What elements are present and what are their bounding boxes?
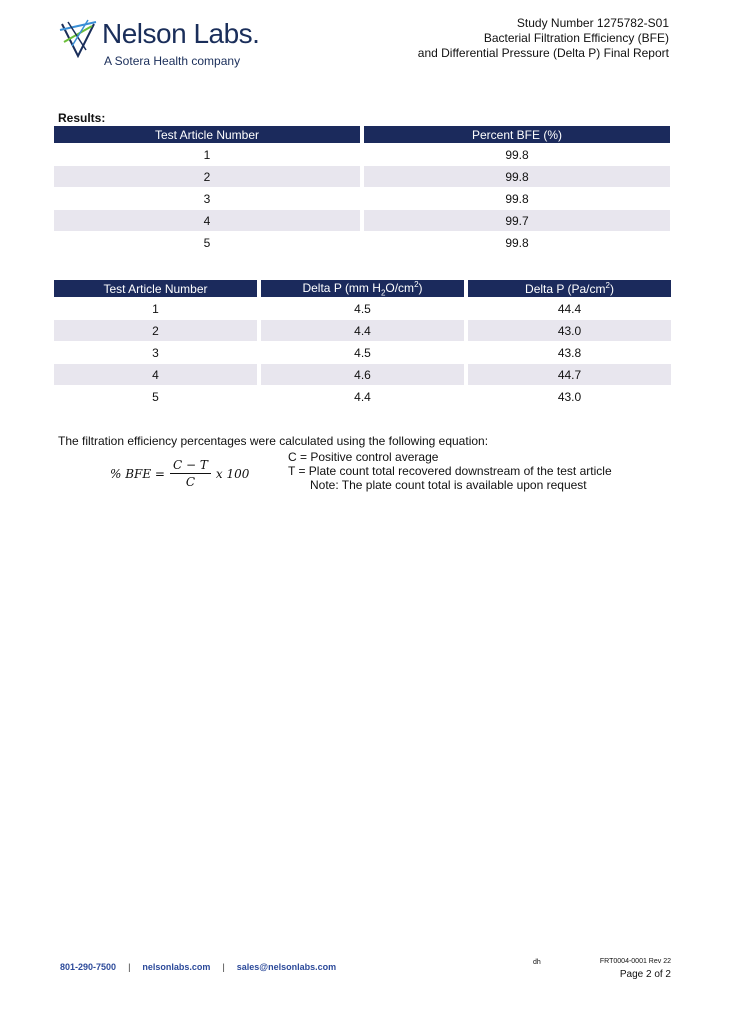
test-article-cell: 3 — [203, 191, 211, 206]
footer-separator: | — [222, 962, 225, 972]
formula-rhs: x 100 — [215, 466, 250, 481]
delta-p-pa-cell: 44.4 — [557, 301, 582, 316]
table-row — [54, 364, 671, 385]
report-title-line-1: Bacterial Filtration Efficiency (BFE) — [483, 31, 669, 45]
table-row — [54, 166, 670, 187]
nelson-labs-logo-icon — [58, 16, 98, 58]
column-header-percent-bfe: Percent BFE (%) — [364, 126, 670, 143]
delta-p-mmh2o-cell: 4.5 — [354, 345, 371, 360]
page-number: Page 2 of 2 — [619, 969, 671, 980]
study-number: Study Number 1275782-S01 — [516, 16, 669, 30]
column-header-test-article: Test Article Number — [54, 280, 257, 297]
equation-intro: The filtration efficiency percentages were calculated using the following equation: — [58, 434, 489, 448]
form-id: FRT0004-0001 Rev 22 — [599, 958, 671, 965]
delta-p-results-table — [50, 279, 675, 408]
footer-initials: dh — [533, 959, 541, 966]
formula-denominator: C — [185, 475, 196, 489]
company-logo — [58, 14, 288, 72]
table-row — [54, 144, 670, 165]
delta-p-pa-cell: 43.8 — [557, 345, 582, 360]
formula-lhs: % BFE = — [110, 466, 165, 481]
test-article-cell: 4 — [54, 210, 360, 231]
test-article-cell: 1 — [152, 301, 159, 316]
table-row — [54, 298, 671, 319]
bfe-results-table — [50, 125, 674, 254]
test-article-cell: 1 — [203, 147, 211, 162]
delta-p-mmh2o-cell: 4.5 — [354, 301, 371, 316]
footer-phone[interactable]: 801-290-7500 — [60, 962, 117, 972]
delta-p-pa-cell: 43.0 — [468, 320, 671, 341]
footer-contact — [60, 962, 336, 972]
delta-p-mmh2o-cell: 4.4 — [354, 389, 371, 404]
footer-separator: | — [128, 962, 131, 972]
test-article-cell: 5 — [152, 389, 159, 404]
test-article-cell: 5 — [203, 235, 211, 250]
logo-tagline: A Sotera Health company — [104, 54, 241, 68]
table-row — [54, 320, 671, 341]
bfe-formula — [110, 458, 249, 489]
test-article-cell: 4 — [54, 364, 257, 385]
delta-p-pa-cell: 43.0 — [557, 389, 582, 404]
test-article-cell: 2 — [54, 166, 360, 187]
formula-numerator: C − T — [170, 458, 211, 474]
formula-fraction — [170, 458, 211, 489]
bfe-value-cell: 99.8 — [364, 166, 670, 187]
bfe-value-cell: 99.8 — [505, 147, 529, 162]
test-article-cell: 2 — [54, 320, 257, 341]
table-row — [54, 386, 671, 407]
definition-c: C = Positive control average — [288, 450, 439, 464]
table-row — [54, 210, 670, 231]
table-row — [54, 188, 670, 209]
footer-email[interactable]: sales@nelsonlabs.com — [236, 962, 337, 972]
report-title-line-2: and Differential Pressure (Delta P) Final Report — [417, 46, 669, 60]
delta-p-pa-cell: 44.7 — [468, 364, 671, 385]
bfe-value-cell: 99.8 — [505, 235, 529, 250]
results-heading: Results: — [58, 111, 106, 125]
table-row — [54, 232, 670, 253]
delta-p-mmh2o-cell: 4.4 — [261, 320, 464, 341]
column-header-test-article: Test Article Number — [54, 126, 360, 143]
formula-definitions — [288, 450, 612, 492]
column-header-delta-p-mmh2o: Delta P (mm $H_2O/cm^2$) — [261, 280, 464, 297]
test-article-cell: 3 — [152, 345, 159, 360]
report-header — [418, 16, 669, 61]
column-header-delta-p-pa: Delta P $(Pa/cm^2)$ — [468, 280, 671, 297]
bfe-value-cell: 99.8 — [505, 191, 529, 206]
bfe-value-cell: 99.7 — [364, 210, 670, 231]
table-row — [54, 342, 671, 363]
footer-website[interactable]: nelsonlabs.com — [142, 962, 211, 972]
logo-name: Nelson Labs. — [102, 18, 260, 49]
delta-p-mmh2o-cell: 4.6 — [261, 364, 464, 385]
definition-note: Note: The plate count total is available upon request — [310, 478, 587, 492]
definition-t: T = Plate count total recovered downstream of the test article — [288, 464, 612, 478]
